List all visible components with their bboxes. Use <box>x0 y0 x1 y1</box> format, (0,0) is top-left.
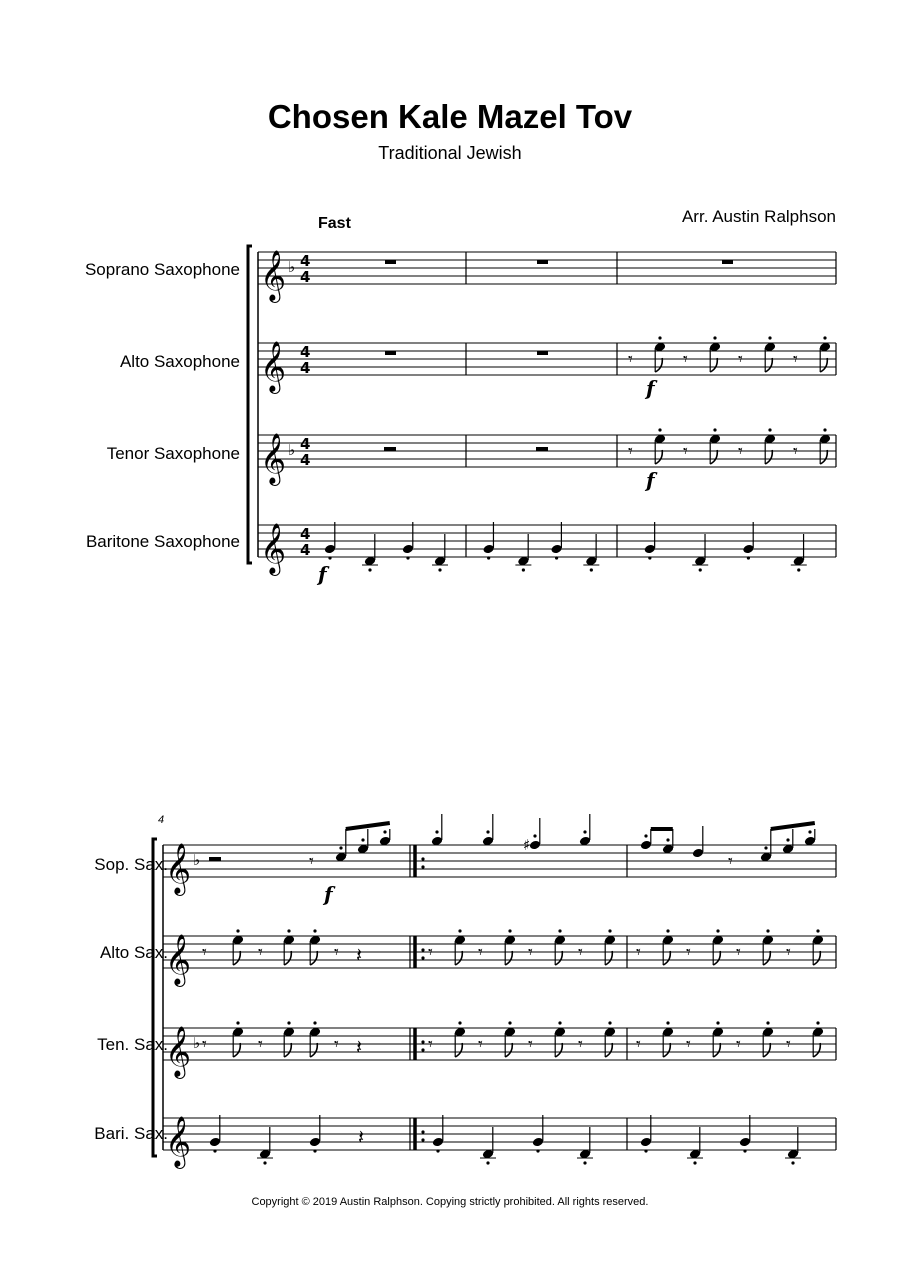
eighth-rest: 𝄾 <box>736 942 741 963</box>
treble-clef: 𝄞 <box>165 843 192 894</box>
staccato-dot <box>421 1040 424 1043</box>
staccato-dot <box>823 428 826 431</box>
note-beam <box>771 823 815 829</box>
staccato-dot <box>583 830 586 833</box>
staccato-dot <box>608 1021 611 1024</box>
staccato-dot <box>713 336 716 339</box>
sharp-accidental: ♯ <box>523 836 531 854</box>
staccato-dot <box>823 336 826 339</box>
eighth-rest: 𝄾 <box>428 942 433 963</box>
eighth-rest: 𝄾 <box>686 942 691 963</box>
note-flag <box>555 951 562 965</box>
staccato-dot <box>666 1021 669 1024</box>
flat-key-signature: ♭ <box>193 851 201 869</box>
eighth-rest: 𝄾 <box>636 1034 641 1055</box>
note-flag <box>663 1043 670 1057</box>
staccato-dot <box>555 556 558 559</box>
treble-clef: 𝄞 <box>260 433 287 484</box>
flat-key-signature: ♭ <box>288 441 296 459</box>
staccato-dot <box>716 929 719 932</box>
time-signature-top: 4 <box>300 525 311 543</box>
note-flag <box>765 358 772 372</box>
score-title: Chosen Kale Mazel Tov <box>267 98 633 135</box>
staccato-dot <box>644 1149 647 1152</box>
staccato-dot <box>558 1021 561 1024</box>
eighth-rest: 𝄾 <box>258 942 263 963</box>
note-flag <box>713 951 720 965</box>
time-signature-bottom: 4 <box>300 451 311 469</box>
eighth-rest: 𝄾 <box>528 942 533 963</box>
eighth-rest: 𝄾 <box>683 441 688 462</box>
staccato-dot <box>747 556 750 559</box>
staccato-dot <box>213 1149 216 1152</box>
staccato-dot <box>313 1149 316 1152</box>
staccato-dot <box>339 846 342 849</box>
staccato-dot <box>808 830 811 833</box>
staccato-dot <box>436 1149 439 1152</box>
staccato-dot <box>421 857 424 860</box>
dynamic-marking: f <box>646 468 655 492</box>
treble-clef: 𝄞 <box>260 250 287 301</box>
eighth-rest: 𝄾 <box>334 1034 339 1055</box>
eighth-rest: 𝄾 <box>786 942 791 963</box>
staccato-dot <box>438 568 441 571</box>
staccato-dot <box>313 929 316 932</box>
note-flag <box>820 358 827 372</box>
arranger-credit: Arr. Austin Ralphson <box>681 207 836 226</box>
instrument-label-tenor: Tenor Saxophone <box>106 444 240 463</box>
half-rest <box>536 447 548 451</box>
staccato-dot <box>766 929 769 932</box>
staccato-dot <box>287 929 290 932</box>
measure-number: 4 <box>158 814 165 826</box>
staccato-dot <box>421 956 424 959</box>
staccato-dot <box>666 929 669 932</box>
staccato-dot <box>361 838 364 841</box>
note-flag <box>763 1043 770 1057</box>
note-flag <box>310 1043 317 1057</box>
eighth-rest: 𝄾 <box>728 851 733 872</box>
note-flag <box>663 951 670 965</box>
eighth-rest: 𝄾 <box>428 1034 433 1055</box>
eighth-rest: 𝄾 <box>309 851 314 872</box>
eighth-rest: 𝄾 <box>683 349 688 370</box>
eighth-rest: 𝄾 <box>628 441 633 462</box>
staccato-dot <box>287 1021 290 1024</box>
staccato-dot <box>487 556 490 559</box>
tempo-marking: Fast <box>318 215 351 232</box>
eighth-rest: 𝄾 <box>202 942 207 963</box>
staccato-dot <box>313 1021 316 1024</box>
whole-rest <box>537 260 548 264</box>
quarter-rest: 𝄽 <box>358 1125 365 1149</box>
staccato-dot <box>658 336 661 339</box>
staccato-dot <box>768 428 771 431</box>
eighth-rest: 𝄾 <box>528 1034 533 1055</box>
staccato-dot <box>608 929 611 932</box>
staccato-dot <box>435 830 438 833</box>
quarter-rest: 𝄽 <box>356 943 363 967</box>
eighth-rest: 𝄾 <box>202 1034 207 1055</box>
whole-rest <box>385 351 396 355</box>
dynamic-marking: f <box>318 562 327 586</box>
eighth-rest: 𝄾 <box>786 1034 791 1055</box>
note-flag <box>284 1043 291 1057</box>
half-rest <box>209 857 221 861</box>
treble-clef: 𝄞 <box>165 1116 192 1167</box>
staccato-dot <box>486 830 489 833</box>
whole-rest <box>722 260 733 264</box>
note-beam <box>346 823 390 829</box>
quarter-rest: 𝄽 <box>356 1035 363 1059</box>
note-flag <box>713 1043 720 1057</box>
eighth-rest: 𝄾 <box>736 1034 741 1055</box>
staccato-dot <box>816 929 819 932</box>
staccato-dot <box>786 838 789 841</box>
staccato-dot <box>406 556 409 559</box>
staccato-dot <box>648 556 651 559</box>
note-flag <box>455 951 462 965</box>
staccato-dot <box>458 929 461 932</box>
note-flag <box>655 358 662 372</box>
time-signature-bottom: 4 <box>300 268 311 286</box>
eighth-rest: 𝄾 <box>478 942 483 963</box>
time-signature-top: 4 <box>300 252 311 270</box>
staccato-dot <box>743 1149 746 1152</box>
staccato-dot <box>421 865 424 868</box>
staccato-dot <box>421 1138 424 1141</box>
eighth-rest: 𝄾 <box>738 441 743 462</box>
note-flag <box>505 951 512 965</box>
eighth-rest: 𝄾 <box>578 1034 583 1055</box>
staccato-dot <box>486 1161 489 1164</box>
staccato-dot <box>666 838 669 841</box>
staccato-dot <box>533 834 536 837</box>
note-flag <box>710 450 717 464</box>
instrument-label-bari-short: Bari. Sax. <box>94 1124 168 1143</box>
note-flag <box>710 358 717 372</box>
note-flag <box>813 1043 820 1057</box>
staccato-dot <box>236 929 239 932</box>
whole-rest <box>385 260 396 264</box>
note-flag <box>505 1043 512 1057</box>
instrument-label-alto-short: Alto Sax. <box>99 943 168 962</box>
staccato-dot <box>558 929 561 932</box>
note-flag <box>455 1043 462 1057</box>
staccato-dot <box>644 834 647 837</box>
copyright-notice: Copyright © 2019 Austin Ralphson. Copying strictly prohibited. All rights reserved. <box>251 1196 649 1208</box>
note-flag <box>763 951 770 965</box>
eighth-rest: 𝄾 <box>334 942 339 963</box>
staccato-dot <box>508 1021 511 1024</box>
eighth-rest: 𝄾 <box>738 349 743 370</box>
note-flag <box>820 450 827 464</box>
note-flag <box>605 951 612 965</box>
whole-rest <box>537 351 548 355</box>
staccato-dot <box>263 1161 266 1164</box>
staccato-dot <box>236 1021 239 1024</box>
treble-clef: 𝄞 <box>260 523 287 574</box>
eighth-rest: 𝄾 <box>686 1034 691 1055</box>
instrument-label-baritone: Baritone Saxophone <box>85 532 240 551</box>
staccato-dot <box>791 1161 794 1164</box>
note-flag <box>233 951 240 965</box>
eighth-rest: 𝄾 <box>636 942 641 963</box>
time-signature-bottom: 4 <box>300 541 311 559</box>
eighth-rest: 𝄾 <box>793 441 798 462</box>
note-flag <box>813 951 820 965</box>
note-flag <box>655 450 662 464</box>
staccato-dot <box>797 568 800 571</box>
staccato-dot <box>590 568 593 571</box>
staccato-dot <box>764 846 767 849</box>
staccato-dot <box>421 1048 424 1051</box>
time-signature-top: 4 <box>300 343 311 361</box>
staccato-dot <box>421 948 424 951</box>
instrument-label-sop-short: Sop. Sax. <box>94 855 168 874</box>
staccato-dot <box>368 568 371 571</box>
staccato-dot <box>421 1130 424 1133</box>
instrument-label-alto: Alto Saxophone <box>119 352 240 371</box>
staccato-dot <box>383 830 386 833</box>
flat-key-signature: ♭ <box>288 258 296 276</box>
instrument-label-ten-short: Ten. Sax. <box>97 1035 168 1054</box>
note-flag <box>765 450 772 464</box>
dynamic-marking: f <box>646 376 655 400</box>
eighth-rest: 𝄾 <box>478 1034 483 1055</box>
staccato-dot <box>583 1161 586 1164</box>
treble-clef: 𝄞 <box>260 341 287 392</box>
time-signature-top: 4 <box>300 435 311 453</box>
note-flag <box>605 1043 612 1057</box>
eighth-rest: 𝄾 <box>793 349 798 370</box>
eighth-rest: 𝄾 <box>578 942 583 963</box>
treble-clef: 𝄞 <box>165 1026 192 1077</box>
staccato-dot <box>768 336 771 339</box>
staccato-dot <box>699 568 702 571</box>
staccato-dot <box>522 568 525 571</box>
note-flag <box>555 1043 562 1057</box>
flat-key-signature: ♭ <box>193 1034 201 1052</box>
staccato-dot <box>816 1021 819 1024</box>
score-subtitle: Traditional Jewish <box>378 143 522 163</box>
note-flag <box>233 1043 240 1057</box>
treble-clef: 𝄞 <box>165 934 192 985</box>
eighth-rest: 𝄾 <box>258 1034 263 1055</box>
staccato-dot <box>713 428 716 431</box>
system-bracket <box>248 246 252 563</box>
eighth-rest: 𝄾 <box>628 349 633 370</box>
staccato-dot <box>458 1021 461 1024</box>
note-flag <box>284 951 291 965</box>
dynamic-marking: f <box>324 882 333 906</box>
staccato-dot <box>328 556 331 559</box>
staccato-dot <box>716 1021 719 1024</box>
time-signature-bottom: 4 <box>300 359 311 377</box>
staccato-dot <box>536 1149 539 1152</box>
staccato-dot <box>508 929 511 932</box>
half-rest <box>384 447 396 451</box>
staccato-dot <box>766 1021 769 1024</box>
staccato-dot <box>693 1161 696 1164</box>
instrument-label-soprano: Soprano Saxophone <box>84 260 240 279</box>
note-flag <box>310 951 317 965</box>
system-bracket <box>153 839 157 1156</box>
staccato-dot <box>658 428 661 431</box>
